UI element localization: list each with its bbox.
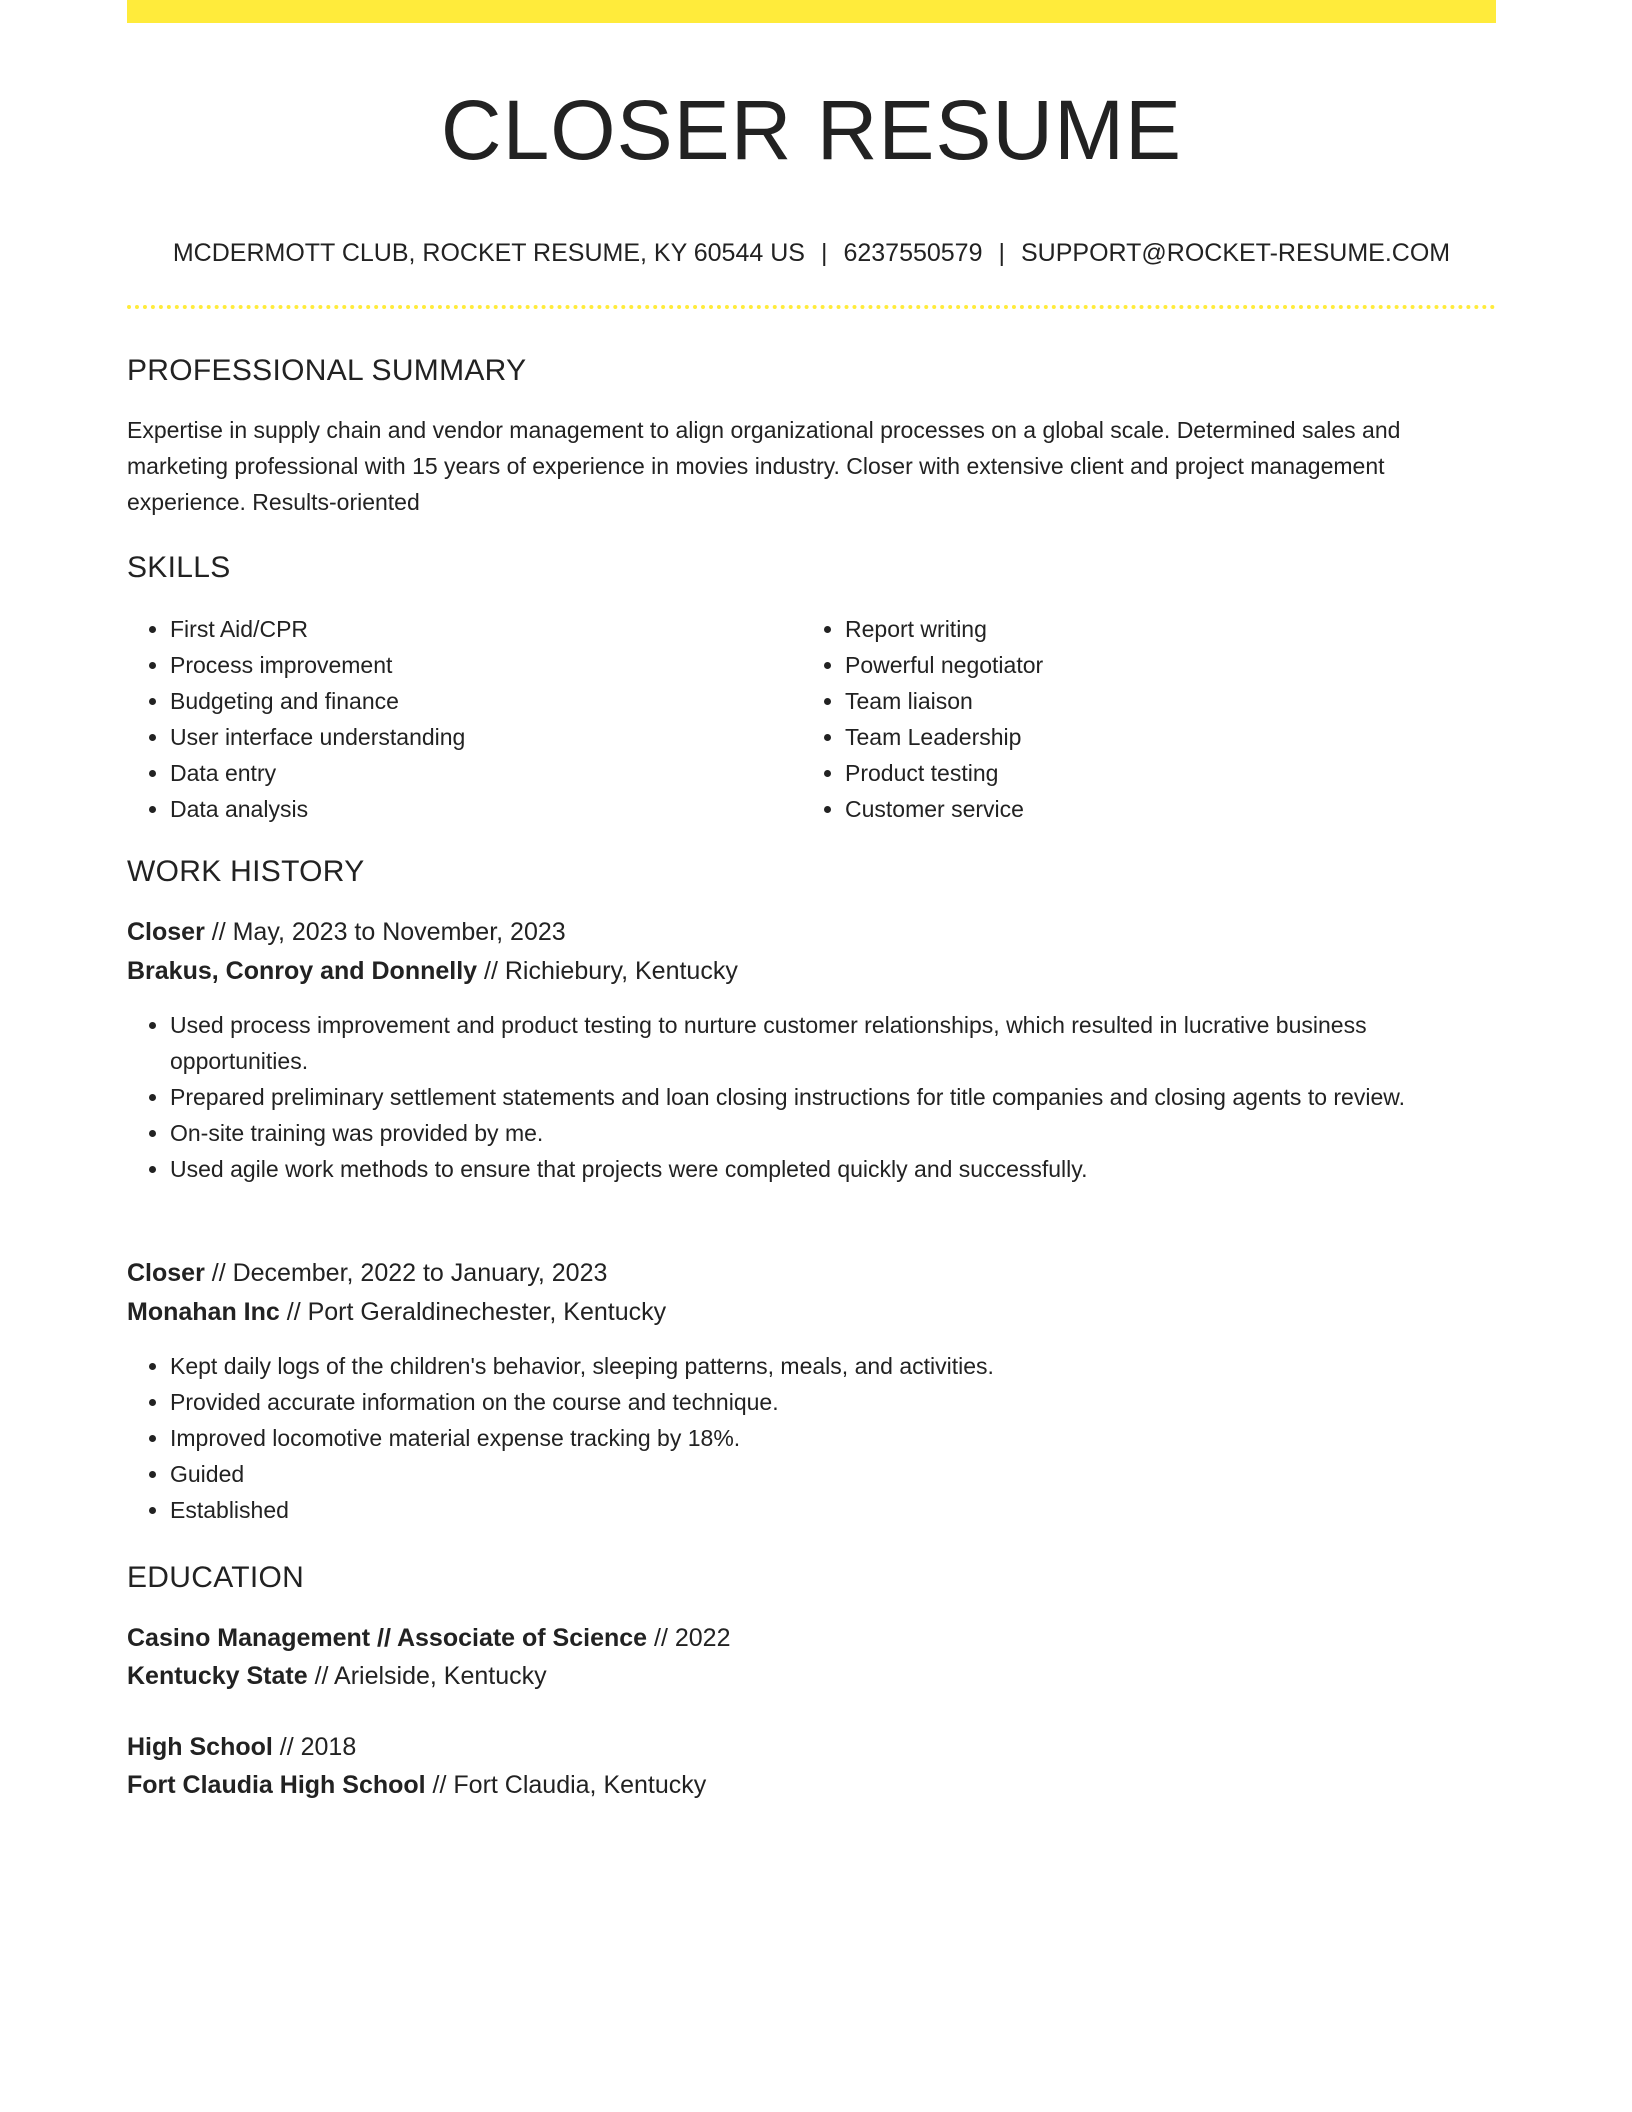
- job-location: // Richiebury, Kentucky: [477, 957, 738, 985]
- summary-title: PROFESSIONAL SUMMARY: [127, 354, 527, 387]
- skill-item: • Team liaison: [845, 683, 1442, 719]
- skill-item: • First Aid/CPR: [170, 611, 767, 647]
- contact-phone: 6237550579: [843, 239, 983, 267]
- summary-text: Expertise in supply chain and vendor management to align organizational processes on a global scale. Determined sales and marketing professional with 15 years of experience in movies industry. Closer with extensive client and project management experience. Results-oriented: [127, 417, 1401, 515]
- job-bullet: • Kept daily logs of the children's behavior, sleeping patterns, meals, and activities.: [170, 1348, 1496, 1384]
- job-dates: // December, 2022 to January, 2023: [204, 1259, 608, 1287]
- contact-email: SUPPORT@ROCKET-RESUME.COM: [1021, 239, 1451, 267]
- job-bullets: [127, 1007, 1496, 1187]
- skill-item: • Data entry: [170, 755, 767, 791]
- education-title: EDUCATION: [127, 1561, 305, 1594]
- job-role: Closer: [127, 1259, 205, 1287]
- job-bullet: • Established: [170, 1492, 1496, 1528]
- skills-title: SKILLS: [127, 551, 231, 584]
- job-bullets: [127, 1348, 1496, 1528]
- job-bullet: • On-site training was provided by me.: [170, 1115, 1496, 1151]
- top-accent-bar: [127, 0, 1496, 23]
- job-company-line: [127, 953, 738, 989]
- skills-column-right: [802, 611, 1442, 827]
- job-title-line: [127, 1255, 607, 1291]
- education-year: // 2018: [272, 1733, 357, 1761]
- job-company: Monahan Inc: [127, 1298, 280, 1326]
- skill-item: • Customer service: [845, 791, 1442, 827]
- job-bullet: • Used agile work methods to ensure that projects were completed quickly and successfully.: [170, 1151, 1496, 1187]
- job-bullet: • Guided: [170, 1456, 1496, 1492]
- skill-item: • Powerful negotiator: [845, 647, 1442, 683]
- job-bullet: • Provided accurate information on the course and technique.: [170, 1384, 1496, 1420]
- skill-item: • Data analysis: [170, 791, 767, 827]
- job-title-line: [127, 914, 566, 950]
- skill-item: • Process improvement: [170, 647, 767, 683]
- job-bullet: • Improved locomotive material expense tracking by 18%.: [170, 1420, 1496, 1456]
- skill-item: • Team Leadership: [845, 719, 1442, 755]
- education-degree: High School: [127, 1733, 273, 1761]
- education-degree: Casino Management // Associate of Science: [127, 1624, 648, 1652]
- skill-item: • Report writing: [845, 611, 1442, 647]
- contact-separator: |: [998, 239, 1005, 267]
- job-dates: // May, 2023 to November, 2023: [204, 918, 566, 946]
- job-location: // Port Geraldinechester, Kentucky: [279, 1298, 667, 1326]
- education-school: Fort Claudia High School: [127, 1771, 426, 1799]
- education-degree-line: [127, 1729, 356, 1765]
- education-school-line: [127, 1767, 706, 1803]
- education-degree-line: [127, 1620, 730, 1656]
- contact-line: [127, 236, 1496, 270]
- job-bullet: • Prepared preliminary settlement statements and loan closing instructions for title companies and closing agents to review.: [170, 1079, 1496, 1115]
- skill-item: • Budgeting and finance: [170, 683, 767, 719]
- education-school-line: [127, 1658, 547, 1694]
- education-location: // Fort Claudia, Kentucky: [425, 1771, 707, 1799]
- work-history-title: WORK HISTORY: [127, 855, 365, 888]
- contact-address: MCDERMOTT CLUB, ROCKET RESUME, KY 60544 US: [172, 239, 805, 267]
- skill-item: • User interface understanding: [170, 719, 767, 755]
- skill-item: • Product testing: [845, 755, 1442, 791]
- job-company-line: [127, 1294, 666, 1330]
- job-bullet: • Used process improvement and product testing to nurture customer relationships, which resulted in lucrative business opportunities.: [170, 1007, 1496, 1079]
- job-role: Closer: [127, 918, 205, 946]
- education-school: Kentucky State: [127, 1662, 308, 1690]
- skills-column-left: [127, 611, 767, 827]
- header-divider: [127, 305, 1496, 309]
- education-location: // Arielside, Kentucky: [307, 1662, 547, 1690]
- education-year: // 2022: [647, 1624, 731, 1652]
- resume-name: CLOSER RESUME: [440, 83, 1183, 177]
- contact-separator: |: [820, 239, 828, 267]
- job-company: Brakus, Conroy and Donnelly: [127, 957, 478, 985]
